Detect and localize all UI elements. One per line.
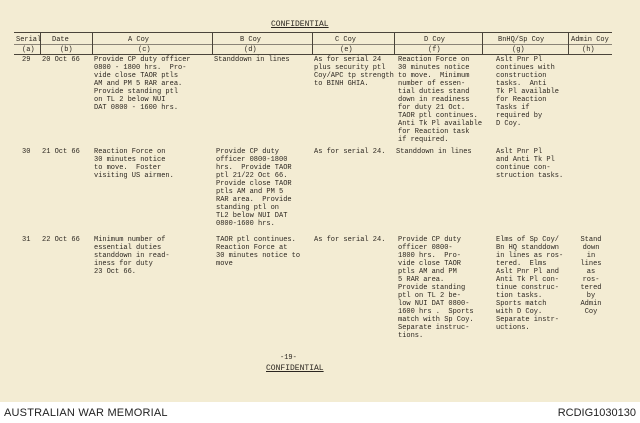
row-a-coy: Minimum number of essential duties standdown in read- iness for duty 23 Oct 66. [94, 236, 170, 276]
col-header-d-coy: D Coy [424, 36, 446, 44]
col-letter-b: (b) [60, 46, 73, 54]
header-rule-bottom [14, 54, 612, 55]
row-b-coy: Standdown in lines [214, 56, 290, 64]
row-b-coy: Provide CP duty officer 0800-1800 hrs. Provide TAOR ptl 21/22 Oct 66. Provide close TAOR ptls AM and PM 5 RAR area. Provide standing ptl on TL2 below NUI DAT 0800-1600 hrs. [216, 148, 292, 228]
row-admin-coy: Stand down in lines as ros- tered by Admin Coy [580, 236, 602, 316]
col-letter-c: (c) [138, 46, 151, 54]
col-letter-f: (f) [428, 46, 441, 54]
classification-bottom: CONFIDENTIAL [266, 364, 324, 373]
row-d-coy: Provide CP duty officer 0800- 1800 hrs. Pro- vide close TAOR ptls AM and PM 5 RAR area. Provide standing ptl on TL 2 be- low NUI DAT 0800- 1600 hrs . Sports match with Sp Coy. Separate instruc- tions. [398, 236, 474, 340]
col-letter-g: (g) [512, 46, 525, 54]
row-bhq-sp-coy: Elms of Sp Coy/ Bn HQ standdown in lines as ros- tered. Elms Aslt Pnr Pl and Anti Tk Pl con- tinue construc- tion tasks. Sports match with D Coy. Separate instr- uctions. [496, 236, 564, 332]
row-d-coy: Standdown in lines [396, 148, 472, 156]
table-row [0, 56, 640, 146]
row-date: 22 Oct 66 [42, 236, 80, 244]
archive-reference-id: RCDIG1030130 [557, 407, 636, 419]
header-rule-mid [14, 44, 612, 45]
header-rule-top [14, 32, 612, 33]
col-header-admin-coy: Admin Coy [571, 36, 609, 44]
col-letter-h: (h) [582, 46, 595, 54]
row-d-coy: Reaction Force on 30 minutes notice to move. Minimum number of essen- tial duties stand down in readiness for duty 21 Oct. TAOR ptl continues. Anti Tk Pl available for Reaction task if required. [398, 56, 483, 144]
col-header-date: Date [52, 36, 69, 44]
col-header-b-coy: B Coy [240, 36, 262, 44]
row-serial: 30 [22, 148, 31, 156]
page-number: -19- [280, 354, 297, 362]
col-letter-d: (d) [244, 46, 257, 54]
row-c-coy: As for serial 24. [314, 236, 386, 244]
table-row [0, 148, 640, 232]
col-header-c-coy: C Coy [335, 36, 357, 44]
row-bhq-sp-coy: Aslt Pnr Pl continues with construction tasks. Anti Tk Pl available for Reaction Tasks if required by D Coy. [496, 56, 560, 128]
archive-name: AUSTRALIAN WAR MEMORIAL [4, 407, 168, 419]
row-serial: 31 [22, 236, 31, 244]
row-bhq-sp-coy: Aslt Pnr Pl and Anti Tk Pl continue con- struction tasks. [496, 148, 564, 180]
col-letter-a: (a) [22, 46, 35, 54]
col-header-bhq-sp-coy: BnHQ/Sp Coy [498, 36, 545, 44]
col-header-a-coy: A Coy [128, 36, 150, 44]
row-a-coy: Provide CP duty officer 0800 - 1800 hrs. Pro- vide close TAOR ptls AM and PM 5 RAR area. Provide standing ptl on TL 2 below NUI DAT 0800 - 1600 hrs. [94, 56, 191, 112]
row-c-coy: As for serial 24. [314, 148, 386, 156]
col-header-serial: Serial [16, 36, 42, 44]
row-c-coy: As for serial 24 plus security ptl Coy/APC tp strength to BINH GHIA. [314, 56, 394, 88]
archive-footer [0, 402, 640, 423]
classification-top: CONFIDENTIAL [271, 20, 329, 29]
row-b-coy: TAOR ptl continues. Reaction Force at 30 minutes notice to move [216, 236, 301, 268]
row-date: 21 Oct 66 [42, 148, 80, 156]
col-letter-e: (e) [340, 46, 353, 54]
row-date: 20 Oct 66 [42, 56, 80, 64]
row-serial: 29 [22, 56, 31, 64]
row-a-coy: Reaction Force on 30 minutes notice to move. Foster visiting US airmen. [94, 148, 174, 180]
table-row [0, 236, 640, 340]
